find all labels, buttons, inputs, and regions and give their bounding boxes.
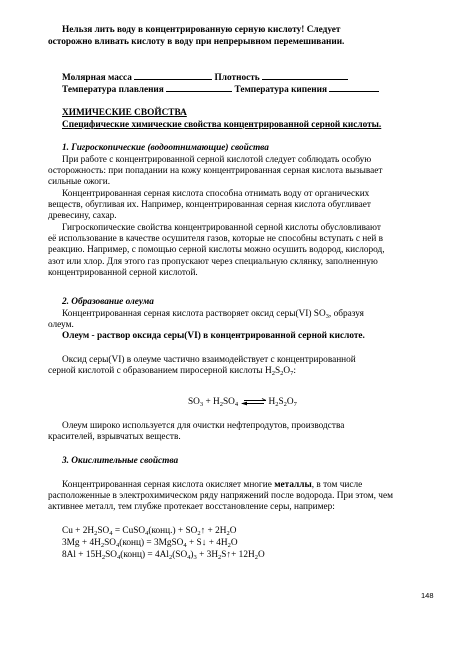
section-1-paragraph-1 xyxy=(48,155,410,189)
subscript: 4 xyxy=(234,401,239,408)
metals-term: металлы xyxy=(274,480,312,490)
subscript: 7 xyxy=(293,401,297,408)
section-2-paragraph-3 xyxy=(48,421,410,443)
text-line: осторожность: при попадании на кожу концентрированная серная кислота вызывает xyxy=(48,166,383,177)
text-line: Концентрированная серная кислота способна отнимать воду от органических xyxy=(62,189,370,199)
text-fragment: , образуя xyxy=(328,309,364,319)
subscript: 7 xyxy=(290,370,294,378)
text-line: Гигроскопические свойства концентрированной серной кислоты обусловливают xyxy=(62,223,381,233)
text-line: При работе с концентрированной серной кислотой следует соблюдать особую xyxy=(62,155,372,165)
warning-line-2: осторожно вливать кислоту в воду при непрерывном перемешивании. xyxy=(48,37,345,47)
text-line: Оксид серы(VI) в олеуме частично взаимодействует с концентрированной xyxy=(62,355,356,365)
chem-title: ХИМИЧЕСКИЕ СВОЙСТВА xyxy=(62,108,187,118)
melting-point-label: Температура плавления xyxy=(62,85,164,95)
text-line: азот или хлор. Для этого газ пропускают через специальную склянку, заполненную xyxy=(48,256,378,267)
boiling-point-label: Температура кипения xyxy=(234,85,328,95)
text-fragment: H xyxy=(268,397,276,407)
section-2-heading: 2. Образование олеума xyxy=(62,297,154,307)
equilibrium-equation xyxy=(188,397,297,408)
text-fragment: , в том числе xyxy=(311,480,363,490)
section-3-paragraph-1 xyxy=(48,480,410,514)
subscript: 2 xyxy=(275,401,279,408)
text-fragment: S xyxy=(274,366,281,377)
text-fragment: Концентрированная серная кислота окисляет многие xyxy=(62,480,275,490)
text-line: расположенные в электрохимическом ряду напряжений после водорода. При этом, чем xyxy=(48,491,393,502)
text-line: концентрированной серной кислотой. xyxy=(48,267,198,278)
section-3-heading: 3. Окислительные свойства xyxy=(62,456,179,466)
text-fragment: S xyxy=(278,397,284,407)
text-line: красителей, взрывчатых веществ. xyxy=(48,432,181,443)
reaction-magnesium: $3Mg + 4H_2SO_4(конц)$ = 3MgSO$_4$ + S↓ + $4H_2O$ xyxy=(62,538,238,549)
section-1-paragraph-3 xyxy=(48,223,410,279)
oleum-definition: Олеум - раствор оксида серы(VI) в концентрированной серной кислоте. xyxy=(62,331,365,341)
page-number: 148 xyxy=(421,591,434,600)
section-2-paragraph-2 xyxy=(48,355,410,377)
text-line: реакцию. Например, с помощью серной кислоты можно осушить водород, кислород, xyxy=(48,245,385,256)
text-fragment: : xyxy=(293,366,296,377)
text-line xyxy=(48,309,410,320)
text-fragment: O xyxy=(283,366,291,377)
subscript: 3 xyxy=(325,313,329,320)
subscript: 2 xyxy=(219,401,223,408)
subscript: 3 xyxy=(199,401,204,408)
text-fragment: SO xyxy=(223,397,235,407)
text-fragment: SO xyxy=(188,397,200,407)
temperature-row xyxy=(62,83,379,96)
text-line: сильные ожоги. xyxy=(48,177,111,188)
warning-line-1: Нельзя лить воду в концентрированную серную кислоту! Следует xyxy=(62,25,341,35)
section-1-paragraph-2 xyxy=(48,189,410,223)
text-line xyxy=(48,366,410,377)
reaction-copper: $Cu + 2H_2SO_4$ = CuSO$_4$(конц.) + $SO_2↑ + 2H_2O$ xyxy=(62,526,237,537)
text-line: древесину, сахар. xyxy=(48,211,117,222)
text-line: Олеум широко используется для очистки нефтепродутов, производства xyxy=(62,421,345,431)
boiling-point-blank xyxy=(329,83,379,92)
subscript: 2 xyxy=(271,370,275,378)
text-line: её использование в качестве осушителя газов, которые не способны вступать с ней в xyxy=(48,234,384,245)
density-label: Плотность xyxy=(214,73,260,83)
molar-mass-blank xyxy=(134,71,212,80)
chem-subtitle: Специфические химические свойства концентрированной серной кислоты. xyxy=(62,120,382,130)
text-fragment: Концентрированная серная кислота растворяет оксид серы(VI) SO xyxy=(62,309,326,319)
text-fragment: серной кислотой с образованием пиросерной кислоты H xyxy=(48,366,272,377)
text-line: веществ, обугливая их. Например, концентрированная серная кислота обугливает xyxy=(48,200,371,211)
molar-mass-label: Молярная масса xyxy=(62,73,132,83)
text-fragment: O xyxy=(286,397,294,407)
subscript: 2 xyxy=(280,370,284,378)
section-1-heading: 1. Гигроскопические (водоотнимающие) свойства xyxy=(62,143,269,153)
density-blank xyxy=(262,71,348,80)
text-line: активнее металл, тем глубже протекает восстановление серы, например: xyxy=(48,502,335,513)
section-2-paragraph-1 xyxy=(48,309,410,331)
equilibrium-arrow-icon xyxy=(240,398,268,406)
text-line: олеум. xyxy=(48,320,74,331)
reaction-aluminium: $8Al + 15H_2SO_4(конц) = 4Al_2(SO_4)_3$ + $3H_2S↑+ 12H_2O$ xyxy=(62,550,265,561)
melting-point-blank xyxy=(166,83,232,92)
subscript: 2 xyxy=(283,401,287,408)
text-line xyxy=(48,480,410,491)
text-fragment: + H xyxy=(203,397,220,407)
